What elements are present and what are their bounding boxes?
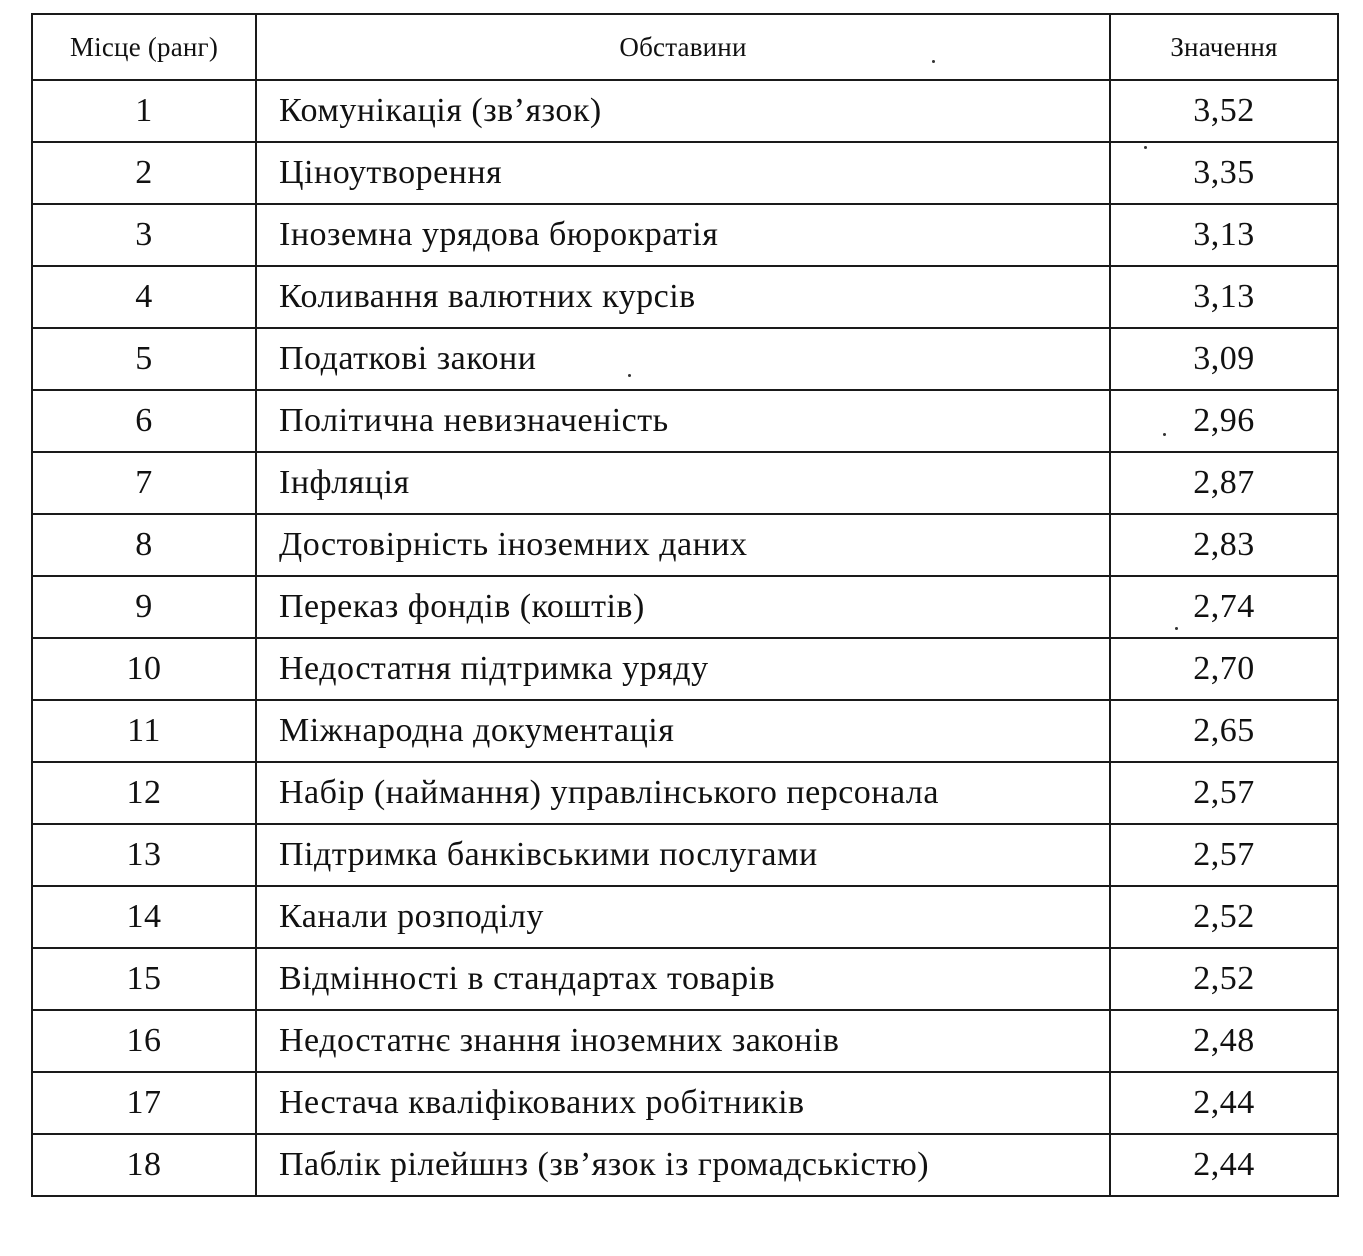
value-cell: 2,70 [1110,638,1338,700]
ranking-table-container [31,13,1337,1197]
value-cell: 2,52 [1110,886,1338,948]
factor-cell: Недостатня підтримка уряду [256,638,1110,700]
factor-cell: Нестача кваліфікованих робітників [256,1072,1110,1134]
factor-cell: Ціноутворення [256,142,1110,204]
value-cell: 2,96 [1110,390,1338,452]
factor-cell: Достовірність іноземних даних [256,514,1110,576]
rank-cell: 13 [32,824,256,886]
header-rank: Місце (ранг) [32,14,256,80]
factor-cell: Інфляція [256,452,1110,514]
factor-cell: Паблік рілейшнз (зв’язок із громадськістю) [256,1134,1110,1196]
rank-cell: 11 [32,700,256,762]
factor-cell: Податкові закони [256,328,1110,390]
factor-cell: Відмінності в стандартах товарів [256,948,1110,1010]
scan-speck [1175,627,1178,630]
value-cell: 2,48 [1110,1010,1338,1072]
header-item: Обставини [256,14,1110,80]
scan-speck [1163,433,1166,436]
table-row [32,266,1338,328]
rank-cell: 18 [32,1134,256,1196]
table-row [32,1072,1338,1134]
factor-cell: Міжнародна документація [256,700,1110,762]
table-row [32,638,1338,700]
rank-cell: 1 [32,80,256,142]
value-cell: 2,65 [1110,700,1338,762]
table-body [32,80,1338,1196]
factor-cell: Канали розподілу [256,886,1110,948]
value-cell: 3,13 [1110,204,1338,266]
header-value: Значення [1110,14,1338,80]
rank-cell: 5 [32,328,256,390]
rank-cell: 3 [32,204,256,266]
value-cell: 2,44 [1110,1134,1338,1196]
table-row [32,204,1338,266]
rank-cell: 14 [32,886,256,948]
table-row [32,824,1338,886]
rank-cell: 8 [32,514,256,576]
value-cell: 2,83 [1110,514,1338,576]
rank-cell: 12 [32,762,256,824]
factor-cell: Переказ фондів (коштів) [256,576,1110,638]
scan-speck [932,60,935,63]
table-header [32,14,1338,80]
table-row [32,1134,1338,1196]
table-row [32,328,1338,390]
rank-cell: 10 [32,638,256,700]
table-row [32,80,1338,142]
rank-cell: 17 [32,1072,256,1134]
rank-cell: 2 [32,142,256,204]
factor-cell: Підтримка банківськими послугами [256,824,1110,886]
table-row [32,886,1338,948]
factor-cell: Іноземна урядова бюрократія [256,204,1110,266]
rank-cell: 4 [32,266,256,328]
value-cell: 3,13 [1110,266,1338,328]
factor-cell: Політична невизначеність [256,390,1110,452]
rank-cell: 15 [32,948,256,1010]
table-row [32,514,1338,576]
value-cell: 3,52 [1110,80,1338,142]
rank-cell: 7 [32,452,256,514]
factor-cell: Недостатнє знання іноземних законів [256,1010,1110,1072]
factor-cell: Коливання валютних курсів [256,266,1110,328]
table-row [32,948,1338,1010]
table-row [32,700,1338,762]
table-row [32,142,1338,204]
table-row [32,452,1338,514]
value-cell: 3,35 [1110,142,1338,204]
scan-speck [628,374,631,377]
factor-cell: Набір (наймання) управлінського персонала [256,762,1110,824]
value-cell: 2,57 [1110,824,1338,886]
table-row [32,390,1338,452]
value-cell: 2,44 [1110,1072,1338,1134]
value-cell: 3,09 [1110,328,1338,390]
table-row [32,1010,1338,1072]
value-cell: 2,74 [1110,576,1338,638]
value-cell: 2,87 [1110,452,1338,514]
value-cell: 2,57 [1110,762,1338,824]
value-cell: 2,52 [1110,948,1338,1010]
rank-cell: 16 [32,1010,256,1072]
ranking-table [31,13,1339,1197]
table-row [32,762,1338,824]
header-row [32,14,1338,80]
table-row [32,576,1338,638]
scan-speck [1144,146,1147,149]
factor-cell: Комунікація (зв’язок) [256,80,1110,142]
rank-cell: 6 [32,390,256,452]
rank-cell: 9 [32,576,256,638]
